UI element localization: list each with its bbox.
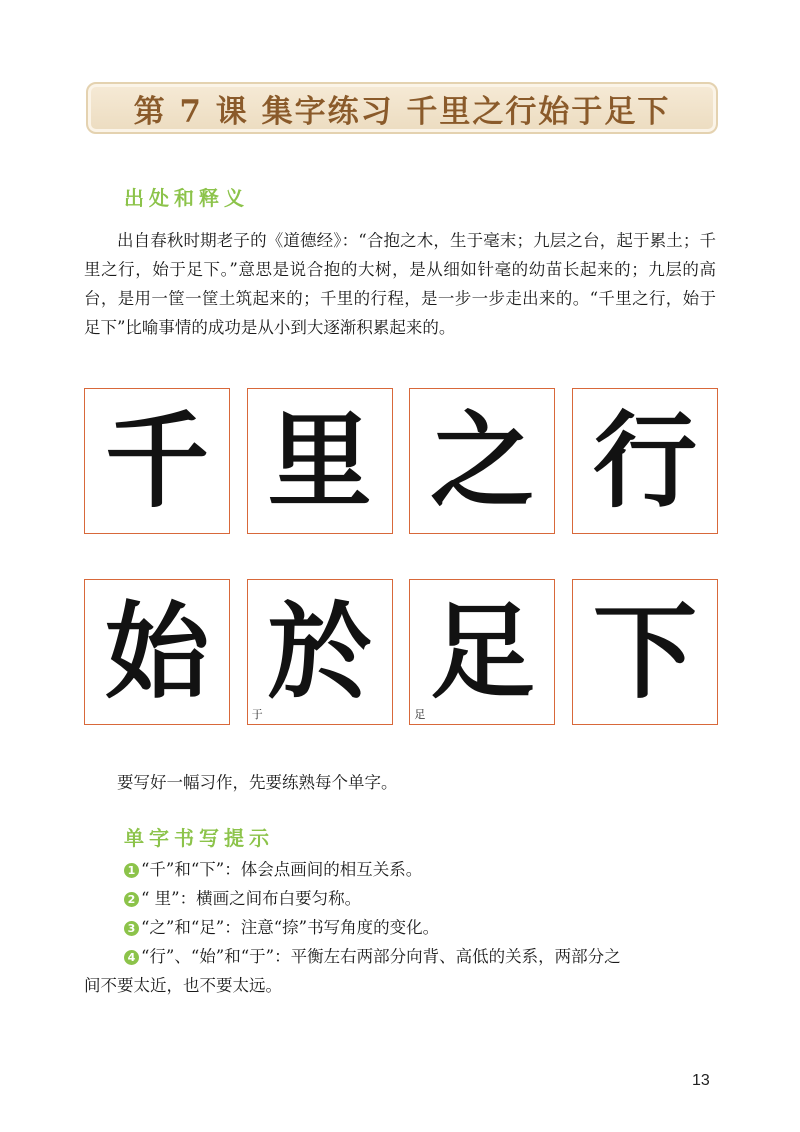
calligraphy-character: 之 — [430, 399, 535, 522]
character-grid-row-2 — [84, 579, 718, 725]
tip-item — [124, 913, 718, 942]
tip-text: “行”、“始”和“于”：平衡左右两部分向背、高低的关系，两部分之 — [141, 947, 621, 966]
character-cell — [572, 388, 718, 534]
lesson-title-banner — [86, 82, 718, 134]
tip-number-badge: 2 — [124, 892, 139, 907]
origin-paragraph: 出自春秋时期老子的《道德经》：“合抱之木，生于毫末；九层之台，起于累土；千里之行，始于足下。”意思是说合抱的大树，是从细如针毫的幼苗长起来的；九层的高台，是用一筐一筐土筑起来的；千里的行程，是一步一步走出来的。“千里之行，始于足下”比喻事情的成功是从小到大逐渐积累起来的。 — [84, 231, 716, 337]
modern-form-label: 足 — [414, 708, 426, 721]
calligraphy-character: 下 — [592, 590, 697, 713]
calligraphy-character: 行 — [592, 399, 697, 522]
modern-form-label: 于 — [251, 708, 263, 721]
tip-text-continuation: 间不要太近，也不要太远。 — [84, 976, 282, 995]
calligraphy-character: 里 — [267, 399, 372, 522]
character-cell — [247, 579, 393, 725]
section-heading-origin: 出处和释义 — [124, 186, 249, 210]
character-cell — [84, 388, 230, 534]
tip-item — [124, 942, 718, 971]
tip-item — [124, 884, 718, 913]
calligraphy-character: 於 — [267, 590, 372, 713]
tip-text: “ 里”：横画之间布白要匀称。 — [141, 889, 362, 908]
tip-item — [124, 855, 718, 884]
lesson-title: 第 7 课 集字练习 千里之行始于足下 — [133, 93, 671, 130]
tip-number-badge: 1 — [124, 863, 139, 878]
character-grid-row-1 — [84, 388, 718, 534]
practice-note: 要写好一幅习作，先要练熟每个单字。 — [117, 773, 398, 792]
calligraphy-character: 始 — [104, 590, 209, 713]
tip-number-badge: 3 — [124, 921, 139, 936]
character-cell — [409, 388, 555, 534]
page-number: 13 — [692, 1072, 710, 1089]
character-cell — [247, 388, 393, 534]
section-heading-tips: 单字书写提示 — [124, 826, 274, 850]
calligraphy-character: 足 — [430, 590, 535, 713]
character-cell — [84, 579, 230, 725]
character-cell — [572, 579, 718, 725]
character-cell — [409, 579, 555, 725]
tip-text: “之”和“足”：注意“捺”书写角度的变化。 — [141, 918, 440, 937]
tip-text: “千”和“下”：体会点画间的相互关系。 — [141, 860, 423, 879]
tip-number-badge: 4 — [124, 950, 139, 965]
calligraphy-character: 千 — [104, 399, 209, 522]
